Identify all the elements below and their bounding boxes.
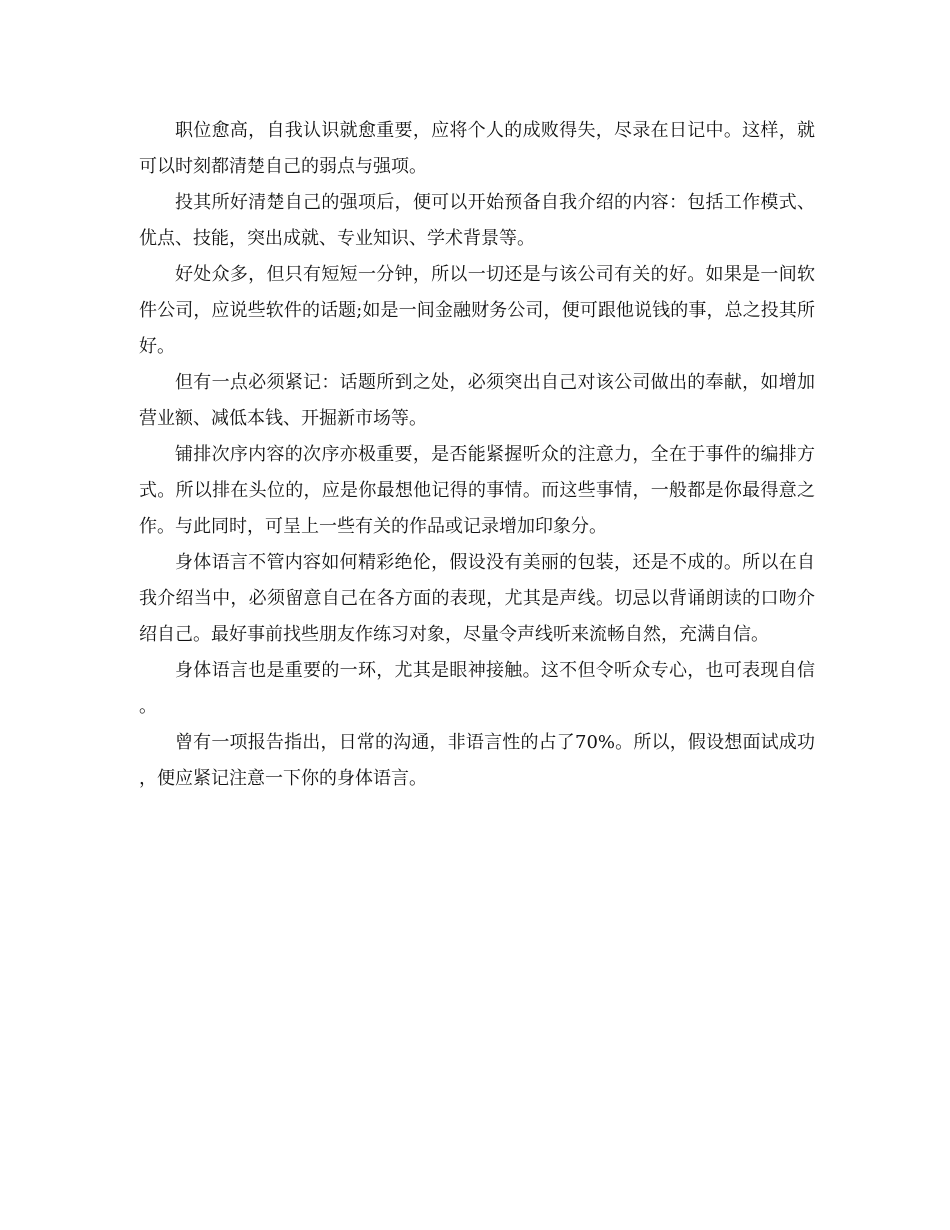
paragraph-self-awareness: 职位愈高，自我认识就愈重要，应将个人的成败得失，尽录在日记中。这样，就可以时刻都清楚自己的弱点与强项。 [139, 120, 815, 177]
paragraph-strengths: 投其所好清楚自己的强项后，便可以开始预备自我介绍的内容：包括工作模式、优点、技能，突出成就、专业知识、学术背景等。 [139, 192, 815, 249]
paragraph-contribution: 但有一点必须紧记：话题所到之处，必须突出自己对该公司做出的奉献，如增加营业额、减低本钱、开掘新市场等。 [139, 372, 815, 429]
paragraph-body-language: 曾有一项报告指出，日常的沟通，非语言性的占了70%。所以，假设想面试成功，便应紧记注意一下你的身体语言。 [139, 732, 815, 789]
paragraph-relevance: 好处众多，但只有短短一分钟，所以一切还是与该公司有关的好。如果是一间软件公司，应说些软件的话题;如是一间金融财务公司，便可跟他说钱的事，总之投其所好。 [139, 264, 815, 357]
document-body [139, 113, 815, 797]
paragraph-ordering: 铺排次序内容的次序亦极重要，是否能紧握听众的注意力，全在于事件的编排方式。所以排在头位的，应是你最想他记得的事情。而这些事情，一般都是你最得意之作。与此同时，可呈上一些有关的作品或记录增加印象分。 [139, 444, 815, 537]
paragraph-voice: 身体语言不管内容如何精彩绝伦，假设没有美丽的包装，还是不成的。所以在自我介绍当中，必须留意自己在各方面的表现，尤其是声线。切忌以背诵朗读的口吻介绍自己。最好事前找些朋友作练习对象，尽量令声线听来流畅自然，充满自信。 [139, 552, 815, 645]
paragraph-eye-contact: 身体语言也是重要的一环，尤其是眼神接触。这不但令听众专心，也可表现自信。 [139, 660, 815, 717]
